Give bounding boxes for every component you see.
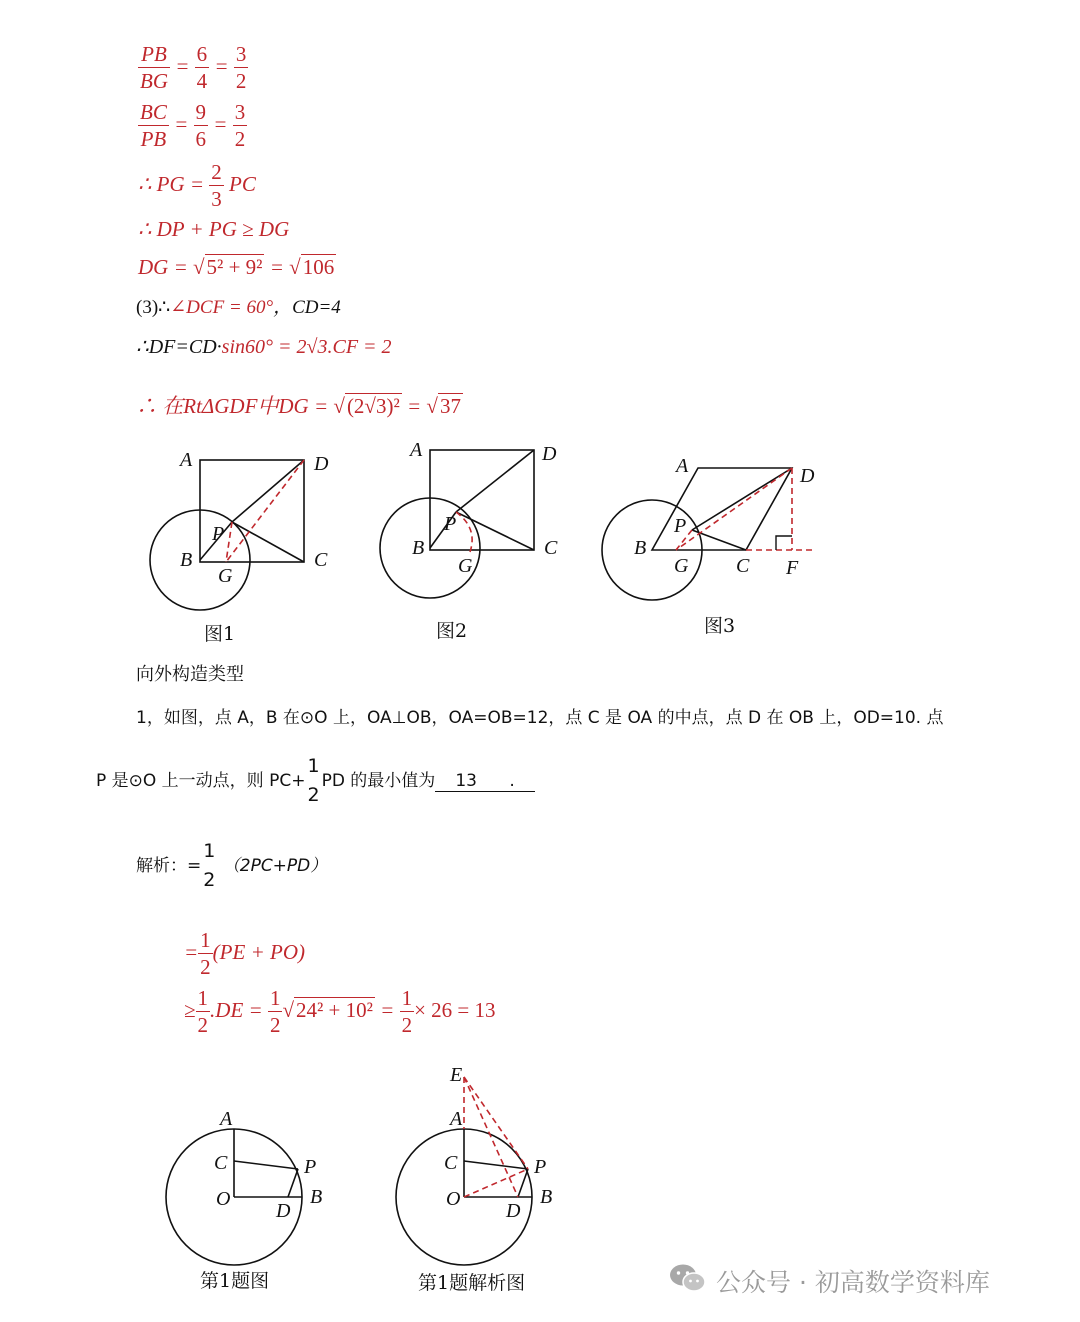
answer-blank: 13 . — [435, 771, 534, 792]
label-e: E — [450, 1064, 463, 1086]
part3-line1: (3)∴∠DCF = 60°，CD=4 — [136, 297, 341, 318]
figure-3 — [602, 455, 815, 600]
label-a: A — [450, 1108, 463, 1130]
label-p: P — [212, 523, 225, 545]
caption-figure-2: 图2 — [436, 620, 468, 642]
label-b: B — [540, 1186, 553, 1208]
caption-figure-3: 图3 — [704, 615, 736, 637]
label-a: A — [410, 439, 423, 461]
label-b: B — [634, 537, 647, 559]
label-p: P — [534, 1156, 547, 1178]
analysis-figure — [396, 1064, 552, 1265]
wechat-icon — [668, 1262, 708, 1300]
figure-1 — [150, 449, 329, 610]
label-f: F — [786, 557, 799, 579]
ratio-pb-bg: $\frac{PB}{BG}$ = $\frac{6}{4}$ = $\frac{3}{2}$ — [140, 42, 247, 93]
label-p: P — [674, 515, 687, 537]
triangle-inequality: ∴ DP + PG ≥ DG — [138, 217, 290, 241]
top-figures-svg — [0, 430, 1080, 660]
section-heading: 向外构造类型 — [136, 664, 244, 685]
label-c: C — [736, 555, 750, 577]
part3-line3: ∴ 在RtΔGDF中DG = √(2√3)² = √37 — [136, 394, 461, 418]
analysis-label: 解析：= 1 2 （2PC+PD） — [136, 840, 328, 891]
problem-statement: 1，如图，点 A，B 在⊙O 上，OA⊥OB，OA=OB=12，点 C 是 OA 的中点，点 D 在 OB 上，OD=10. 点 — [136, 708, 944, 728]
label-p: P — [444, 513, 457, 535]
label-b: B — [412, 537, 425, 559]
label-p: P — [304, 1156, 317, 1178]
part3-line2: ∴DF=CD·sin60° = 2√3.CF = 2 — [136, 336, 392, 358]
label-a: A — [220, 1108, 233, 1130]
label-a: A — [180, 449, 193, 471]
label-o: O — [216, 1188, 231, 1210]
label-o: O — [446, 1188, 461, 1210]
label-a: A — [676, 455, 689, 477]
watermark — [668, 1262, 990, 1300]
label-g: G — [218, 565, 233, 587]
ratio-bc-pb: $\frac{BC}{PB}$ = $\frac{9}{6}$ = $\frac{3}{2}$ — [140, 100, 246, 151]
label-c: C — [444, 1152, 458, 1174]
label-c: C — [314, 549, 328, 571]
caption-analysis-figure: 第1题解析图 — [418, 1272, 526, 1294]
top-figures — [0, 430, 1080, 660]
label-d: D — [276, 1200, 291, 1222]
problem-figure — [166, 1108, 322, 1265]
label-b: B — [310, 1186, 323, 1208]
dg-value: DG = √5² + 9² = √106 — [138, 255, 335, 279]
label-g: G — [458, 555, 473, 577]
label-c: C — [544, 537, 558, 559]
label-d: D — [800, 465, 815, 487]
label-d: D — [314, 453, 329, 475]
caption-figure-1: 图1 — [204, 623, 236, 645]
watermark-text: 公众号 · 初高数学资料库 — [716, 1268, 990, 1297]
label-d: D — [542, 443, 557, 465]
analysis-step1: = $\frac{1}{2}$ (PE + PO) — [184, 928, 305, 979]
label-d: D — [506, 1200, 521, 1222]
label-g: G — [674, 555, 689, 577]
caption-problem-figure: 第1题图 — [200, 1270, 270, 1292]
label-c: C — [214, 1152, 228, 1174]
analysis-step2: ≥ $\frac{1}{2}$ .DE = $\frac{1}{2}$ √24² + 10² = $\frac{1}{2}$ × 26 = 13 — [184, 986, 496, 1037]
figure-2 — [380, 439, 558, 598]
label-b: B — [180, 549, 193, 571]
pg-equation: ∴ PG = $\frac{2}{3}$ PC — [138, 160, 256, 211]
problem-line2: P 是⊙O 上一动点，则 PC+ 1 2 PD 的最小值为 13 . — [96, 757, 535, 805]
